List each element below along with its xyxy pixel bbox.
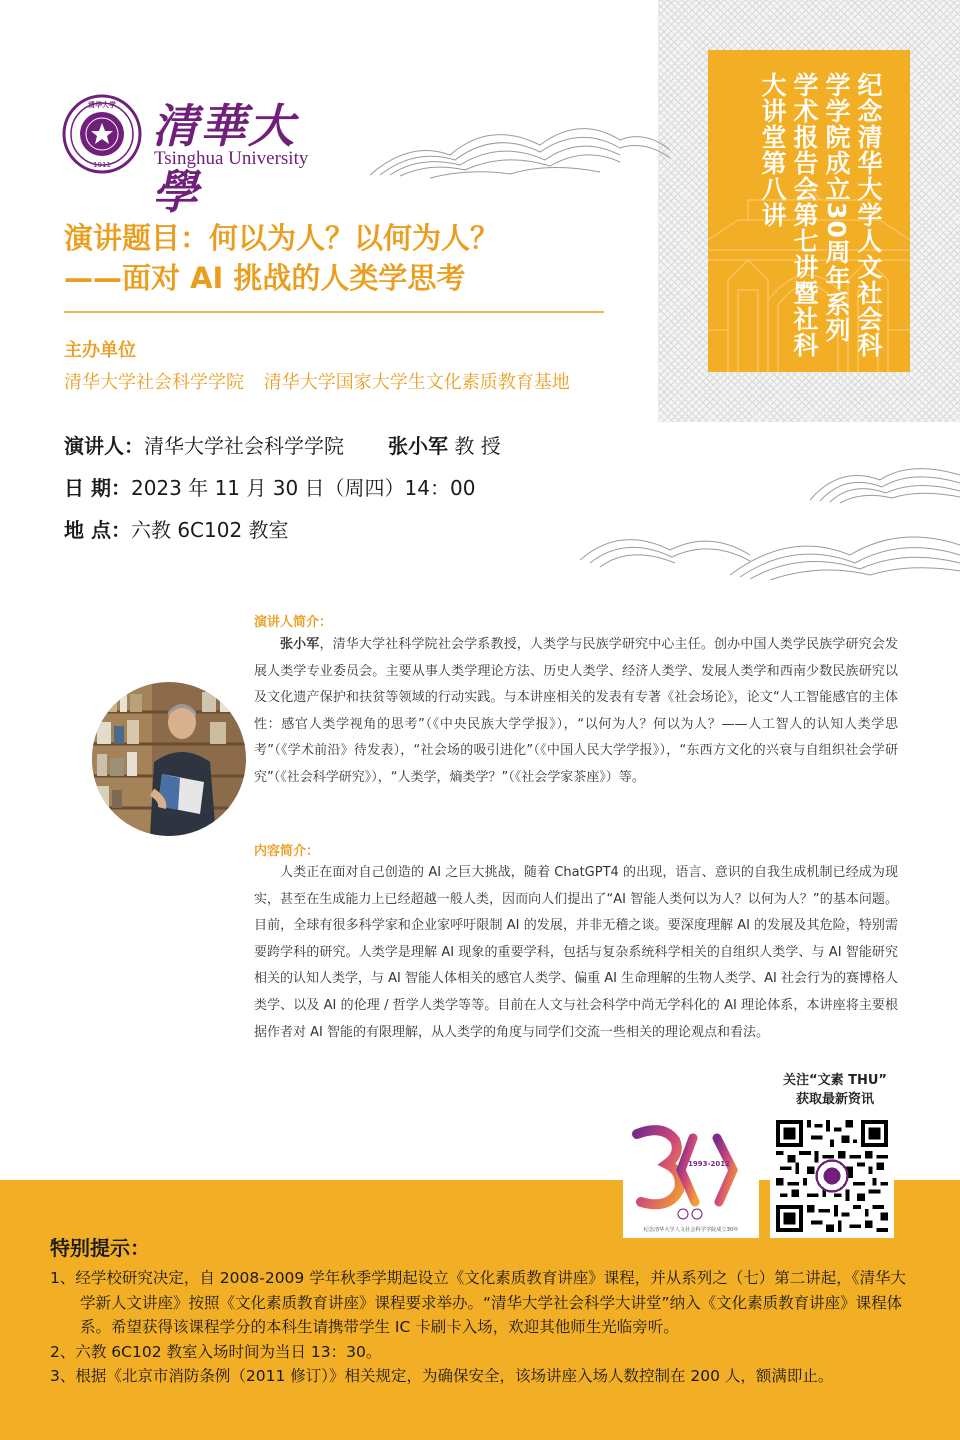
location-value: 六教 6C102 教室	[130, 518, 289, 542]
badge-caption: 纪念清华大学人文社会科学学院成立30年	[643, 1227, 739, 1233]
logo-chinese-name: 清華大學	[152, 99, 296, 219]
bio-label: 演讲人简介：	[254, 615, 333, 630]
bio-text: ，清华大学社科学院社会学系教授，人类学与民族学研究中心主任。创办中国人类学民族学研究会发展人类学专业委员会。主要从事人类学理论方法、历史人类学、经济人类学、发展人类学和西南少数民族研究以及文化遗产保护和扶贫等领域的行动实践。与本讲座相关的发表有专著《社会场论》，论文“人工智能感官的主体性：感官人类学视角的思考”（《中央民族大学学报》），“以何为人？何以为人？——人工智人的认知人类学思考”（《学术前沿》待发表），“社会场的吸引进化”（《中国人民大学学报》），“东西方文化的兴衰与自组织社会学研究”（《社会科学研究》），“人类学，熵类学？”（《社会学家茶座》）等。	[254, 637, 898, 785]
series-banner-title: 纪念清华大学人文社会科学学院成立30周年系列学术报告会第七讲暨社科大讲堂第八讲	[758, 72, 883, 358]
title-divider	[64, 311, 604, 313]
tsinghua-logo	[62, 94, 312, 219]
mountain-illustration-bottom	[580, 505, 960, 580]
speaker-name: 张小军	[388, 434, 448, 458]
badge-years: 1993-2012	[688, 1160, 730, 1168]
location-label: 地 点：	[64, 518, 131, 542]
notice-item: 3、根据《北京市消防条例（2011 修订）》相关规定，为确保安全，该场讲座入场人数控制在 200 人，额满即止。	[50, 1367, 834, 1385]
content-label: 内容简介：	[254, 844, 320, 859]
qr-code[interactable]	[770, 1114, 894, 1238]
date-row	[64, 472, 475, 501]
qr-code-icon	[776, 1120, 888, 1232]
bio-paragraph	[254, 632, 898, 792]
notice-item: 1、经学校研究决定，自 2008-2009 学年秋季学期起设立《文化素质教育讲座》课程，并从系列之（七）第二讲起，《清华大学新人文讲座》按照《文化素质教育讲座》课程要求举办。“清华大学社会科学大讲堂”纳入《文化素质教育讲座》课程体系。希望获得该课程学分的本科生请携带学生 IC 卡刷卡入场，欢迎其他师生光临旁听。	[50, 1269, 906, 1336]
lecture-title-line1: 演讲题目：何以为人？以何为人？	[64, 221, 500, 255]
qr-caption-line2: 获取最新资讯	[795, 1092, 874, 1107]
date-value: 2023 年 11 月 30 日（周四）14：00	[130, 476, 476, 500]
speaker-row	[64, 430, 501, 459]
location-row	[64, 514, 289, 543]
speaker-affiliation: 清华大学社会科学学院	[144, 434, 344, 458]
mountain-illustration-mid	[810, 455, 960, 505]
notice-item: 2、六教 6C102 教室入场时间为当日 13：30。	[50, 1342, 382, 1361]
bio-name: 张小军	[280, 637, 320, 652]
mountain-illustration-top	[370, 100, 670, 180]
anniversary-badge	[623, 1114, 759, 1238]
speaker-title: 教 授	[454, 434, 501, 458]
notice-title: 特别提示：	[50, 1236, 150, 1260]
banner-panel	[708, 50, 910, 372]
host-organizations: 清华大学社会科学学院 清华大学国家大学生文化素质教育基地	[64, 372, 570, 393]
content-paragraph: 人类正在面对自己创造的 AI 之巨大挑战，随着 ChatGPT4 的出现，语言、意识的自我生成机制已经成为现实，甚至在生成能力上已经超越一般人类，因而向人们提出了“AI 智能人类何以为人？以何为人？”的基本问题。目前，全球有很多科学家和企业家呼吁限制 AI 的发展，并非无稽之谈。要深度理解 AI 的发展及其危险，特别需要跨学科的研究。人类学是理解 AI 现象的重要学科，包括与复杂系统科学相关的自组织人类学、与 AI 智能研究相关的认知人类学，与 AI 智能人体相关的感官人类学、偏重 AI 生命理解的生物人类学、AI 社会行为的赛博格人类学、以及 AI 的伦理 / 哲学人类学等等。目前在人文与社会科学中尚无学科化的 AI 理论体系，本讲座将主要根据作者对 AI 智能的有限理解，从人类学的角度与同学们交流一些相关的理论观点和看法。	[254, 865, 898, 1040]
lecture-title-line2: ——面对 AI 挑战的人类学思考	[64, 261, 466, 295]
host-label: 主办单位	[64, 340, 136, 361]
speaker-photo	[92, 682, 246, 836]
qr-caption-line1: 关注“文素 THU”	[783, 1073, 887, 1088]
seal-year: 1911	[93, 161, 111, 169]
notice-list	[50, 1266, 920, 1389]
qr-caption	[770, 1071, 900, 1109]
tsinghua-seal-icon	[62, 94, 142, 174]
logo-english-name: Tsinghua University	[154, 148, 309, 169]
speaker-label: 演讲人：	[64, 434, 144, 458]
date-label: 日 期：	[64, 476, 131, 500]
seal-name: 清华大学	[88, 101, 116, 109]
